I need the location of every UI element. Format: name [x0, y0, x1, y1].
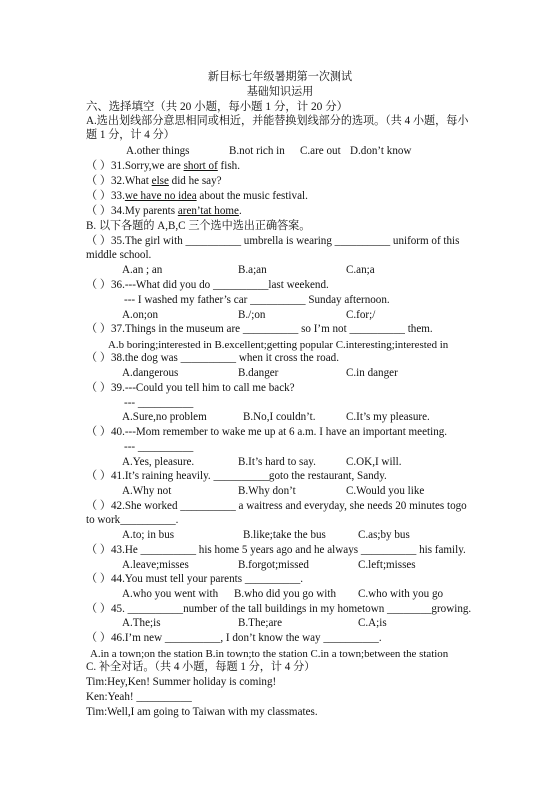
question-text: 43.He __________ his home 5 years ago and he always __________ his family.	[110, 544, 466, 556]
part-c-instruction: C. 补全对话。（共 4 小题，每题 1 分，计 4 分）	[86, 661, 316, 673]
question-46	[86, 632, 382, 645]
q45-option-c: C.A;is	[358, 617, 387, 629]
question-40-cont: --- __________	[124, 441, 194, 453]
question-text: 41.It’s raining heavily. __________goto the restaurant, Sandy.	[110, 470, 387, 482]
q42-option-b: B.like;take the bus	[243, 529, 326, 541]
question-42-cont: to work__________.	[86, 514, 179, 526]
question-45	[86, 603, 471, 616]
question-text: 38.the dog was __________ when it cross the road.	[110, 352, 339, 364]
q36-option-a: A.on;on	[122, 309, 159, 321]
underlined-phrase: aren’tat home	[177, 205, 239, 217]
part-a-option-d: D.don’t know	[350, 145, 412, 157]
question-text: .	[238, 205, 242, 217]
answer-paren: （ ）	[86, 544, 111, 556]
question-44	[86, 573, 303, 586]
question-text: did he say?	[168, 175, 222, 187]
q38-option-c: C.in danger	[346, 367, 398, 379]
question-35-cont: middle school.	[86, 249, 152, 261]
question-text: 31.Sorry,we are	[110, 160, 184, 172]
q45-option-a: A.The;is	[122, 617, 161, 629]
question-39-cont: --- __________	[124, 397, 194, 409]
q42-option-c: C.as;by bus	[358, 529, 410, 541]
q38-option-b: B.danger	[238, 367, 279, 379]
question-text: 35.The girl with __________ umbrella is wearing __________ uniform of this	[110, 235, 460, 247]
question-text: 33.	[110, 190, 125, 202]
q38-option-a: A.dangerous	[122, 367, 179, 379]
question-text: fish.	[217, 160, 240, 172]
question-text: 32.What	[110, 175, 152, 187]
underlined-phrase: short of	[183, 160, 218, 172]
q37-options: A.b boring;interested in B.excellent;getting popular C.interesting;interested in	[108, 339, 449, 351]
q41-option-c: C.Would you like	[346, 485, 425, 497]
q36-option-c: C.for;/	[346, 309, 376, 321]
part-a-instruction: A.选出划线部分意思相同或相近，并能替换划线部分的选项。（共 4 小题，每小	[86, 115, 469, 127]
question-40	[86, 426, 447, 439]
question-text: 37.Things in the museum are __________ so I’m not __________ them.	[110, 323, 433, 335]
question-36-cont: --- I washed my father’s car __________ Sunday afternoon.	[124, 294, 390, 306]
page-title: 新目标七年级暑期第一次测试	[207, 71, 353, 83]
part-a-option-b: B.not rich in	[229, 145, 285, 157]
question-text: 44.You must tell your parents __________.	[110, 573, 304, 585]
question-35	[86, 235, 459, 248]
question-32	[86, 175, 222, 188]
underlined-phrase: else	[151, 175, 169, 187]
q44-option-a: A.who you went with	[122, 588, 219, 600]
part-a-option-a: A.other things	[126, 145, 190, 157]
answer-paren: （ ）	[86, 632, 111, 644]
page-subtitle: 基础知识运用	[246, 86, 314, 98]
question-37	[86, 323, 433, 336]
part-a-option-c: C.are out	[300, 145, 341, 157]
answer-paren: （ ）	[86, 470, 111, 482]
q35-option-a: A.an ; an	[122, 264, 163, 276]
dialogue-line: Tim:Hey,Ken! Summer holiday is coming!	[86, 676, 277, 688]
q40-option-c: C.OK,I will.	[346, 456, 402, 468]
answer-paren: （ ）	[86, 382, 111, 394]
q43-option-a: A.leave;misses	[122, 559, 189, 571]
question-33	[86, 190, 308, 203]
question-42	[86, 500, 467, 513]
q43-option-b: B.forgot;missed	[238, 559, 309, 571]
q41-option-b: B.Why don’t	[238, 485, 296, 497]
dialogue-line: Tim:Well,I am going to Taiwan with my classmates.	[86, 706, 318, 718]
q44-option-b: B.who did you go with	[234, 588, 337, 600]
question-38	[86, 352, 339, 365]
answer-paren: （ ）	[86, 175, 111, 187]
question-43	[86, 544, 466, 557]
q44-option-c: C.who with you go	[358, 588, 444, 600]
dialogue-line: Ken:Yeah! __________	[86, 691, 192, 703]
q39-option-b: B.No,I couldn’t.	[243, 411, 316, 423]
question-34	[86, 205, 242, 218]
q36-option-b: B./;on	[238, 309, 266, 321]
section-title: 六、选择填空（共 20 小题，每小题 1 分，计 20 分）	[86, 101, 348, 113]
answer-paren: （ ）	[86, 352, 111, 364]
q42-option-a: A.to; in bus	[122, 529, 175, 541]
question-text: 36.---What did you do __________last weekend.	[110, 279, 329, 291]
answer-paren: （ ）	[86, 160, 111, 172]
question-text: 34.My parents	[110, 205, 178, 217]
answer-paren: （ ）	[86, 323, 111, 335]
answer-paren: （ ）	[86, 190, 111, 202]
question-text: 40.---Mom remember to wake me up at 6 a.m. I have an important meeting.	[110, 426, 448, 438]
q35-option-b: B.a;an	[238, 264, 267, 276]
answer-paren: （ ）	[86, 426, 111, 438]
q35-option-c: C.an;a	[346, 264, 375, 276]
q40-option-b: B.It’s hard to say.	[238, 456, 316, 468]
question-text: 46.I’m new __________, I don’t know the way __________.	[110, 632, 382, 644]
q41-option-a: A.Why not	[122, 485, 172, 497]
answer-paren: （ ）	[86, 573, 111, 585]
question-39	[86, 382, 295, 395]
q40-option-a: A.Yes, pleasure.	[122, 456, 195, 468]
answer-paren: （ ）	[86, 279, 111, 291]
underlined-phrase: we have no idea	[124, 190, 197, 202]
q39-option-c: C.It’s my pleasure.	[346, 411, 430, 423]
question-text: 42.She worked __________ a waitress and everyday, she needs 20 minutes togo	[110, 500, 467, 512]
question-31	[86, 160, 240, 173]
question-36	[86, 279, 329, 292]
answer-paren: （ ）	[86, 205, 111, 217]
part-b-instruction: B. 以下各题的 A,B,C 三个选中选出正确答案。	[86, 220, 311, 232]
answer-paren: （ ）	[86, 235, 111, 247]
question-text: about the music festival.	[196, 190, 308, 202]
part-a-instruction-cont: 题 1 分，计 4 分）	[86, 129, 175, 141]
question-text: 39.---Could you tell him to call me back?	[110, 382, 295, 394]
q43-option-c: C.left;misses	[358, 559, 416, 571]
question-41	[86, 470, 387, 483]
answer-paren: （ ）	[86, 500, 111, 512]
answer-paren: （ ）	[86, 603, 111, 615]
q46-options: A.in a town;on the station B.in town;to the station C.in a town;between the station	[90, 648, 449, 660]
q39-option-a: A.Sure,no problem	[122, 411, 207, 423]
q45-option-b: B.The;are	[238, 617, 283, 629]
question-text: 45. __________number of the tall buildings in my hometown ________growing.	[110, 603, 472, 615]
